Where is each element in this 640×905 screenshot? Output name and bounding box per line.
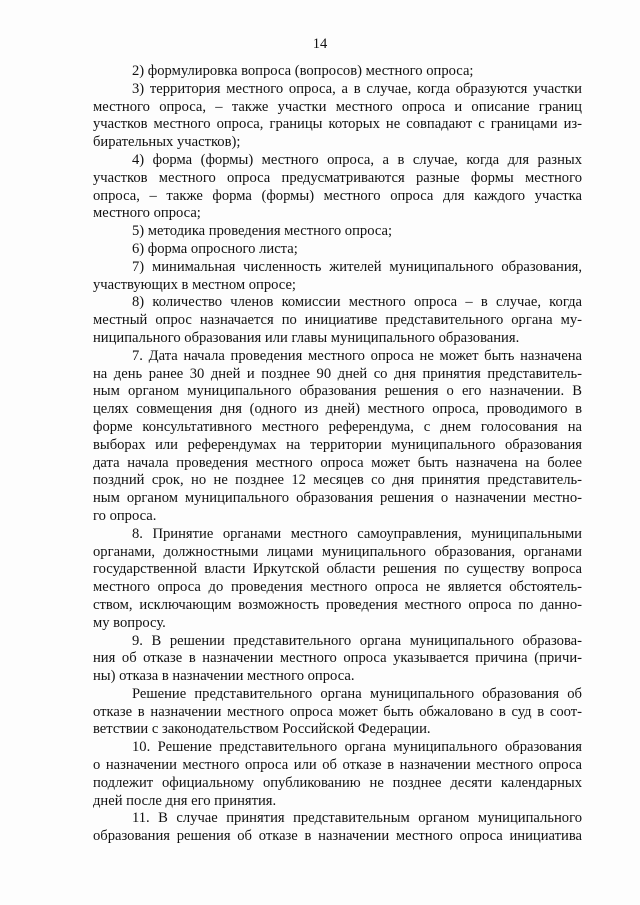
- text-line: поздний срок, но не позднее 12 месяцев со дня принятия представитель-: [93, 472, 582, 489]
- text-line: 4) форма (формы) местного опроса, а в случае, когда для разных: [132, 151, 582, 168]
- text-line: ветствии с законодательством Российской Федерации.: [93, 721, 431, 738]
- text-line: опроса, – также форма (формы) местного опроса для каждого участка: [93, 187, 582, 204]
- text-line: 8) количество членов комиссии местного опроса – в случае, когда: [132, 294, 582, 311]
- text-line: 6) форма опросного листа;: [132, 240, 298, 257]
- document-body: [93, 63, 582, 846]
- text-line: ны) отказа в назначении местного опроса.: [93, 668, 355, 685]
- text-line: местного опроса;: [93, 205, 201, 222]
- text-line: 7) минимальная численность жителей муниципального образования,: [132, 258, 582, 275]
- text-line: Решение представительного органа муниципального образования об: [132, 685, 582, 702]
- text-line: о назначении местного опроса или об отказе в назначении местного опроса: [93, 757, 582, 774]
- text-line: 11. В случае принятия представительным органом муниципального: [132, 810, 582, 827]
- text-line: му вопросу.: [93, 614, 166, 631]
- text-line: отказе в назначении местного опроса может быть обжаловано в суд в соот-: [93, 703, 582, 720]
- text-line: местного опроса до проведения местного опроса не является обстоятель-: [93, 579, 582, 596]
- text-line: выборах или референдумах на территории муниципального образования: [93, 436, 582, 453]
- text-line: 8. Принятие органами местного самоуправления, муниципальными: [132, 525, 582, 542]
- text-line: ниципального образования или главы муниципального образования.: [93, 329, 520, 346]
- text-line: местного опроса, – также участки местного опроса и описание границ: [93, 98, 582, 115]
- text-line: участков местного опроса, границы которых не совпадают с границами из-: [93, 116, 582, 133]
- text-line: целях совмещения дня (одного из дней) местного опроса, проводимого в: [93, 401, 582, 418]
- text-line: 3) территория местного опроса, а в случае, когда образуются участки: [132, 80, 582, 97]
- text-line: образования решения об отказе в назначении местного опроса инициатива: [93, 828, 582, 845]
- text-line: государственной власти Иркутской области решения по существу вопроса: [93, 561, 582, 578]
- text-line: бирательных участков);: [93, 134, 241, 151]
- text-line: подлежит официальному опубликованию не позднее десяти календарных: [93, 774, 582, 791]
- text-line: форме консультативного местного референдума, с днем голосования на: [93, 418, 582, 435]
- text-line: 9. В решении представительного органа муниципального образова-: [132, 632, 582, 649]
- text-line: дата начала проведения местного опроса может быть назначена на более: [93, 454, 582, 471]
- text-line: органами, должностными лицами муниципального образования, органами: [93, 543, 582, 560]
- page-number: 14: [312, 36, 328, 52]
- text-line: ным органом муниципального образования решения о его назначении. В: [93, 383, 582, 400]
- text-line: на день ранее 30 дней и позднее 90 дней со дня принятия представитель-: [93, 365, 582, 382]
- text-line: ния об отказе в назначении местного опроса указывается причина (причи-: [93, 650, 582, 667]
- text-line: ным органом муниципального образования решения о назначении местно-: [93, 490, 582, 507]
- text-line: ством, исключающим возможность проведения местного опроса по данно-: [93, 596, 582, 613]
- text-line: 5) методика проведения местного опроса;: [132, 223, 393, 240]
- text-line: 2) формулировка вопроса (вопросов) местного опроса;: [132, 63, 474, 79]
- text-line: участвующих в местном опросе;: [93, 276, 296, 293]
- text-line: дней после дня его принятия.: [93, 792, 277, 809]
- text-line: участков местного опроса предусматриваются разные формы местного: [93, 169, 582, 186]
- text-line: го опроса.: [93, 507, 157, 524]
- text-line: 7. Дата начала проведения местного опроса не может быть назначена: [132, 347, 582, 364]
- text-line: 10. Решение представительного органа муниципального образования: [132, 739, 582, 756]
- text-line: местный опрос назначается по инициативе представительного органа му-: [93, 312, 582, 329]
